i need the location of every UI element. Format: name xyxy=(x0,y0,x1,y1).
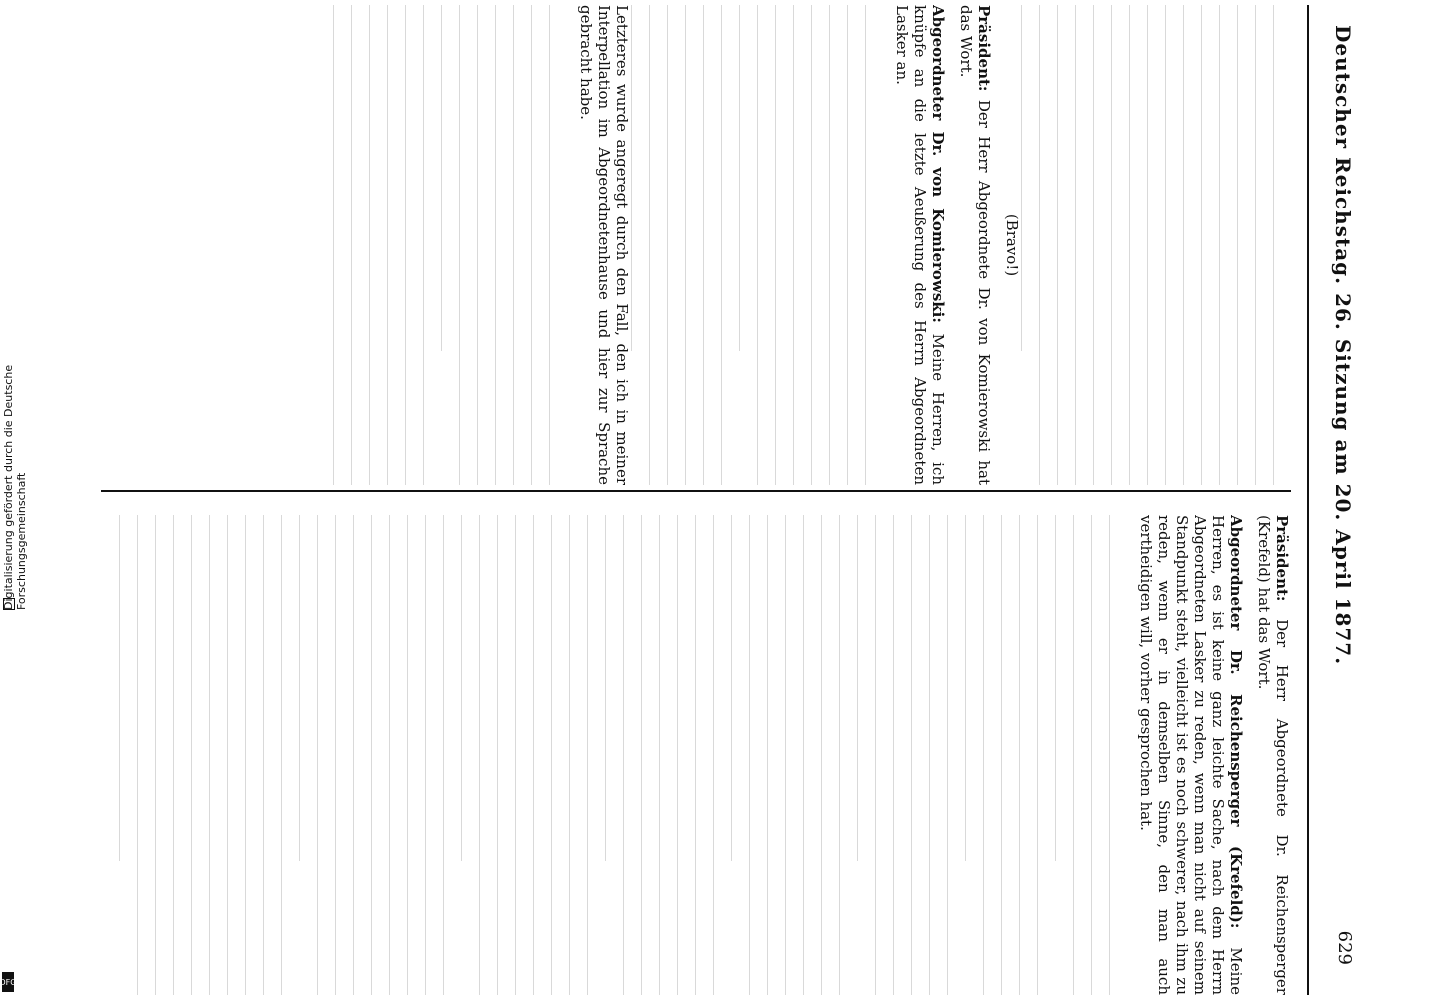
text-line xyxy=(857,515,875,861)
rotated-page-content xyxy=(61,5,1371,995)
text-line xyxy=(1147,5,1165,485)
text-line xyxy=(423,5,441,485)
text-line xyxy=(495,5,513,485)
header-rule xyxy=(1307,5,1309,995)
text-line xyxy=(1273,5,1291,485)
text-line xyxy=(443,515,461,995)
text-line xyxy=(441,5,459,351)
text-line xyxy=(389,515,407,995)
text-line xyxy=(533,515,551,995)
text-line xyxy=(965,515,983,861)
text-line xyxy=(911,515,929,995)
text-line xyxy=(281,515,299,995)
text-line xyxy=(479,515,497,995)
text-line xyxy=(767,515,785,995)
text-line xyxy=(1183,5,1201,485)
text-line xyxy=(387,5,405,485)
text-line xyxy=(685,5,703,485)
text-line xyxy=(1037,515,1055,995)
left-column xyxy=(91,5,1291,485)
text-line xyxy=(1091,515,1109,995)
paragraph-text: Letzteres wurde angeregt durch den Fall, den ich in meiner Interpellation im Abgeordnetenhause und hier zur Sprache gebracht habe. xyxy=(577,5,631,485)
text-line xyxy=(1021,5,1039,351)
text-line xyxy=(155,515,173,995)
text-line xyxy=(333,5,351,485)
text-line xyxy=(371,515,389,995)
text-line xyxy=(839,515,857,995)
text-line xyxy=(191,515,209,995)
text-line xyxy=(1075,5,1093,485)
text-line xyxy=(1219,5,1237,485)
page-header xyxy=(1311,5,1371,995)
text-line xyxy=(785,515,803,995)
text-line xyxy=(649,5,667,485)
text-line xyxy=(477,5,495,485)
text-line xyxy=(1019,515,1037,995)
text-line xyxy=(353,515,371,995)
text-line xyxy=(407,515,425,995)
text-line xyxy=(749,515,767,995)
text-line xyxy=(531,5,549,485)
digitization-credit: Digitalisierung gefördert durch die Deutsche Forschungsgemeinschaft xyxy=(2,364,28,610)
text-line xyxy=(641,515,659,995)
text-line xyxy=(829,5,847,485)
digitization-sidebar xyxy=(0,0,28,1000)
text-line xyxy=(865,5,883,485)
text-line xyxy=(1129,5,1147,485)
text-line xyxy=(405,5,423,485)
text-line xyxy=(1001,515,1019,995)
text-line xyxy=(695,515,713,995)
text-line xyxy=(299,515,317,861)
text-line xyxy=(893,515,911,995)
text-line xyxy=(1093,5,1111,485)
paragraph-text: Der Herr Abgeordnete Dr. von Komierowski hat das Wort. xyxy=(957,5,993,485)
column-separator xyxy=(101,490,1291,492)
text-line xyxy=(659,515,677,995)
text-line xyxy=(137,515,155,995)
text-line xyxy=(929,515,947,995)
text-line xyxy=(173,515,191,995)
speaker: Präsident: xyxy=(1273,515,1291,602)
text-line xyxy=(793,5,811,485)
text-line xyxy=(821,515,839,995)
text-line xyxy=(425,515,443,995)
text-line xyxy=(245,515,263,995)
text-line xyxy=(1111,5,1129,485)
dfg-logo: DFG xyxy=(2,972,14,992)
text-line xyxy=(497,515,515,995)
paragraph xyxy=(1003,5,1021,485)
paragraph-text: Der Herr Abgeordnete Dr. Reichensperger (Krefeld) hat das Wort. xyxy=(1255,515,1291,995)
text-line xyxy=(1073,515,1091,995)
text-line xyxy=(667,5,685,485)
text-line xyxy=(757,5,775,485)
text-line xyxy=(1255,5,1273,485)
text-line xyxy=(351,5,369,485)
text-line xyxy=(1237,5,1255,485)
text-line xyxy=(803,515,821,995)
text-line xyxy=(1165,5,1183,485)
paragraph xyxy=(893,5,947,485)
text-line xyxy=(731,515,749,861)
text-line xyxy=(551,515,569,995)
text-line xyxy=(847,5,865,485)
paragraph xyxy=(957,5,993,485)
text-line xyxy=(775,5,793,485)
text-line xyxy=(875,515,893,995)
paragraph xyxy=(1255,515,1291,995)
text-line xyxy=(983,515,1001,995)
paragraph-text: (Bravo!) xyxy=(1003,213,1021,277)
text-line xyxy=(369,5,387,485)
text-line xyxy=(1039,5,1057,485)
text-line xyxy=(317,515,335,995)
page-number: 629 xyxy=(1334,930,1355,965)
text-line xyxy=(549,5,567,485)
text-line xyxy=(335,515,353,995)
text-line xyxy=(227,515,245,995)
text-line xyxy=(713,515,731,995)
text-line xyxy=(263,515,281,995)
text-line xyxy=(677,515,695,995)
running-title: Deutscher Reichstag. 26. Sitzung am 20. April 1877. xyxy=(1331,25,1355,666)
right-column xyxy=(91,515,1291,995)
paragraph-text: Meine Herren, ich knüpfe an die letzte Aeußerung des Herrn Abgeordneten Lasker an. xyxy=(893,5,947,485)
text-line xyxy=(947,515,965,995)
text-line xyxy=(631,5,649,351)
text-line xyxy=(721,5,739,485)
speaker: Abgeordneter Dr. Reichensperger (Krefeld): xyxy=(1227,515,1245,929)
paragraph xyxy=(577,5,631,485)
text-line xyxy=(459,5,477,485)
text-line xyxy=(1201,5,1219,485)
text-line xyxy=(209,515,227,995)
text-line xyxy=(623,515,641,995)
checkbox-icon xyxy=(3,598,15,610)
text-line xyxy=(1109,515,1127,995)
paragraph-text: Meine Herren, es ist keine ganz leichte Sache, nach dem Herrn Abgeordneten Lasker zu reden, wenn man nicht auf seinem Standpunkt steht, vielleicht ist es noch schwerer, nach ihm zu reden, wenn er in demselben Sinne, den man auch vertheidigen will, vorher gesprochen hat. xyxy=(1137,515,1245,995)
text-line xyxy=(569,515,587,995)
text-line xyxy=(1055,515,1073,861)
text-line xyxy=(811,5,829,485)
speaker: Präsident: xyxy=(975,5,993,92)
text-line xyxy=(119,515,137,861)
text-line xyxy=(461,515,479,861)
text-line xyxy=(739,5,757,351)
text-line xyxy=(515,515,533,995)
text-line xyxy=(605,515,623,861)
speaker: Abgeordneter Dr. von Komierowski: xyxy=(929,5,947,323)
text-line xyxy=(587,515,605,995)
paragraph xyxy=(1137,515,1245,995)
text-line xyxy=(1057,5,1075,485)
text-line xyxy=(703,5,721,485)
text-line xyxy=(513,5,531,485)
